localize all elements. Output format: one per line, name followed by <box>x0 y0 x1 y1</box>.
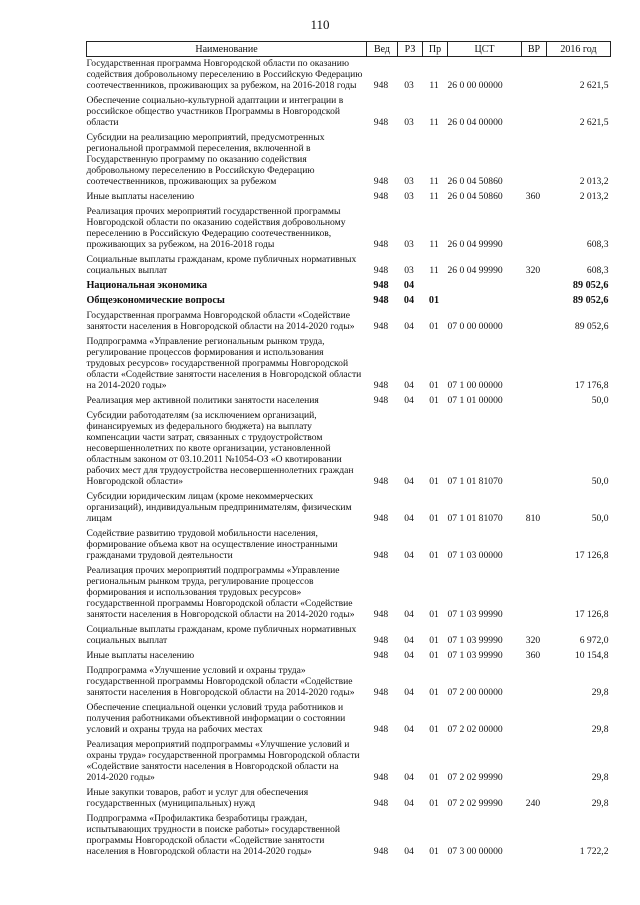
table-row <box>87 701 611 738</box>
row-pr: 01 <box>429 321 439 332</box>
row-vr <box>522 205 547 253</box>
row-name: Иные выплаты населению <box>86 191 195 202</box>
row-vr <box>522 409 547 490</box>
row-ved: 948 <box>373 117 389 128</box>
row-ved: 948 <box>373 635 389 646</box>
row-ved: 948 <box>373 380 389 391</box>
row-cst: 07 1 00 00000 <box>447 380 503 391</box>
row-pr: 11 <box>429 80 439 91</box>
row-rz: 04 <box>404 609 414 620</box>
row-name: Субсидии юридическим лицам (кроме некоммерческих организаций), индивидуальным предпринимателям, физическим лицам <box>86 491 352 524</box>
row-name: Субсидии работодателям (за исключением организаций, финансируемых из федерального бюджета) на выплату компенсации части затрат, связанных с трудоустройством несовершеннолетних по квоте организации, установленной областным законом от 03.10.2011 №1054-ОЗ «О квотировании рабочих мест для трудоустройства несовершеннолетних граждан Новгородской области» <box>86 410 354 487</box>
row-rz: 04 <box>404 395 414 406</box>
row-cst: 07 2 02 99990 <box>447 798 503 809</box>
row-name: Подпрограмма «Управление региональным рынком труда, регулирование процессов формирования и использования трудовых ресурсов» государственной программы Новгородской области «Содействие занятости населения в Новгородской области на 2014-2020 годы» <box>86 336 362 391</box>
row-value: 2 621,5 <box>579 80 609 91</box>
row-value: 89 052,6 <box>574 321 609 332</box>
row-rz: 03 <box>404 80 414 91</box>
row-rz: 04 <box>404 798 414 809</box>
row-rz: 04 <box>404 550 414 561</box>
row-name: Национальная экономика <box>86 280 208 291</box>
row-ved: 948 <box>373 609 389 620</box>
table-row <box>87 335 611 394</box>
row-ved: 948 <box>373 513 389 524</box>
row-cst: 07 1 01 81070 <box>447 476 503 487</box>
table-row <box>87 664 611 701</box>
row-ved: 948 <box>373 798 389 809</box>
row-name: Обеспечение социально-культурной адаптации и интеграции в российское общество участников Программы в Новгородской области <box>86 95 344 128</box>
row-pr: 01 <box>429 846 439 857</box>
row-name: Иные закупки товаров, работ и услуг для обеспечения государственных (муниципальных) нужд <box>86 787 309 809</box>
row-rz: 04 <box>403 280 415 291</box>
row-pr: 11 <box>429 117 439 128</box>
row-rz: 04 <box>404 846 414 857</box>
row-name: Социальные выплаты гражданам, кроме публичных нормативных социальных выплат <box>86 254 357 276</box>
row-value: 2 013,2 <box>579 191 609 202</box>
table-row <box>87 253 611 279</box>
row-vr <box>522 294 547 309</box>
row-pr: 11 <box>429 176 439 187</box>
row-cst: 07 3 00 00000 <box>447 846 503 857</box>
row-rz: 04 <box>403 295 415 306</box>
budget-table <box>86 41 611 860</box>
row-rz: 04 <box>404 321 414 332</box>
row-value: 50,0 <box>591 395 609 406</box>
row-vr: 320 <box>525 265 541 276</box>
row-rz: 04 <box>404 635 414 646</box>
row-vr <box>522 527 547 564</box>
row-ved: 948 <box>373 80 389 91</box>
header-name: Наименование <box>87 42 367 57</box>
row-name: Общеэкономические вопросы <box>86 295 225 306</box>
row-name: Обеспечение специальной оценки условий труда работников и получения работниками объективной информации о состоянии условий и охраны труда на рабочих местах <box>86 702 346 735</box>
header-year: 2016 год <box>547 42 611 57</box>
row-rz: 03 <box>404 191 414 202</box>
row-value: 2 621,5 <box>579 117 609 128</box>
row-cst: 26 0 04 99990 <box>447 265 503 276</box>
row-pr: 01 <box>429 635 439 646</box>
row-vr <box>522 279 547 294</box>
row-rz: 04 <box>404 772 414 783</box>
row-ved: 948 <box>373 687 389 698</box>
row-pr: 01 <box>429 476 439 487</box>
row-cst: 07 1 01 00000 <box>447 395 503 406</box>
row-name: Подпрограмма «Профилактика безработицы граждан, испытывающих трудности в поиске работы» государственной программы Новгородской области «Содействие занятости населения в Новгородской области на 2014-2020 годы» <box>86 813 341 857</box>
row-value: 2 013,2 <box>579 176 609 187</box>
row-value: 29,8 <box>591 687 609 698</box>
table-row <box>87 409 611 490</box>
row-cst: 07 1 03 00000 <box>447 550 503 561</box>
row-pr <box>423 279 448 294</box>
row-ved: 948 <box>373 550 389 561</box>
row-cst <box>448 294 522 309</box>
row-value: 608,3 <box>586 239 609 250</box>
row-vr: 360 <box>525 650 541 661</box>
row-rz: 04 <box>404 380 414 391</box>
row-value: 17 176,8 <box>574 380 609 391</box>
row-cst: 07 1 03 99990 <box>447 650 503 661</box>
row-cst: 26 0 04 00000 <box>447 117 503 128</box>
header-cst: ЦСТ <box>448 42 522 57</box>
row-value: 29,8 <box>591 724 609 735</box>
row-vr <box>522 812 547 860</box>
row-value: 608,3 <box>586 265 609 276</box>
row-rz: 03 <box>404 117 414 128</box>
row-rz: 04 <box>404 650 414 661</box>
row-pr: 01 <box>429 724 439 735</box>
row-pr: 11 <box>429 265 439 276</box>
row-ved: 948 <box>373 724 389 735</box>
row-rz: 04 <box>404 724 414 735</box>
row-value: 6 972,0 <box>579 635 609 646</box>
row-pr: 01 <box>429 550 439 561</box>
row-vr <box>522 564 547 623</box>
row-name: Реализация мероприятий подпрограммы «Улучшение условий и охраны труда» государственной программы Новгородской области «Содействие занятости населения в Новгородской области на 2014-2020 годы» <box>86 739 360 783</box>
row-pr: 01 <box>429 609 439 620</box>
row-ved: 948 <box>373 772 389 783</box>
row-cst: 07 2 00 00000 <box>447 687 503 698</box>
row-vr <box>522 738 547 786</box>
row-rz: 03 <box>404 265 414 276</box>
row-ved: 948 <box>373 191 389 202</box>
row-vr <box>522 701 547 738</box>
row-value: 29,8 <box>591 772 609 783</box>
row-name: Государственная программа Новгородской области по оказанию содействия добровольному переселению в Российскую Федерацию соотечественников, проживающих за рубежом, на 2016-2018 годы <box>86 58 363 91</box>
row-vr: 240 <box>525 798 541 809</box>
table-body <box>87 57 611 861</box>
table-row <box>87 812 611 860</box>
row-ved: 948 <box>373 176 389 187</box>
row-ved: 948 <box>373 650 389 661</box>
row-vr <box>522 131 547 190</box>
row-value: 1 722,2 <box>579 846 609 857</box>
row-pr: 01 <box>429 650 439 661</box>
row-vr <box>522 394 547 409</box>
row-ved: 948 <box>373 280 389 291</box>
row-ved: 948 <box>373 239 389 250</box>
row-rz: 04 <box>404 476 414 487</box>
row-name: Субсидии на реализацию мероприятий, предусмотренных региональной программой переселения, включенной в Государственную программу по оказанию содействия добровольному переселению в Российскую Федерацию соотечественников, проживающих за рубежом <box>86 132 325 187</box>
table-row <box>87 205 611 253</box>
row-name: Содействие развитию трудовой мобильности населения, формирование объема квот на осуществление иностранными гражданами трудовой деятельности <box>86 528 338 561</box>
header-pr: Пр <box>423 42 448 57</box>
row-value: 17 126,8 <box>574 609 609 620</box>
row-cst: 07 2 02 00000 <box>447 724 503 735</box>
row-name: Подпрограмма «Улучшение условий и охраны труда» государственной программы Новгородской области «Содействие занятости населения в Новгородской области на 2014-2020 годы» <box>86 665 355 698</box>
row-vr <box>522 94 547 131</box>
row-pr: 01 <box>429 395 439 406</box>
row-name: Иные выплаты населению <box>86 650 195 661</box>
table-row <box>87 190 611 205</box>
row-cst: 07 1 03 99990 <box>447 635 503 646</box>
row-pr: 01 <box>429 687 439 698</box>
row-value: 10 154,8 <box>574 650 609 661</box>
row-vr <box>522 335 547 394</box>
table-row <box>87 527 611 564</box>
page-number: 110 <box>310 17 330 32</box>
table-row <box>87 131 611 190</box>
row-cst: 07 1 01 81070 <box>447 513 503 524</box>
table-row <box>87 57 611 95</box>
table-row <box>87 564 611 623</box>
row-value: 89 052,6 <box>572 280 609 291</box>
row-pr: 01 <box>429 513 439 524</box>
row-rz: 04 <box>404 513 414 524</box>
row-name: Реализация прочих мероприятий государственной программы Новгородской области по оказанию содействия добровольному переселению в Российскую Федерацию соотечественников, проживающих за рубежом, на 2016-2018 годы <box>86 206 346 250</box>
row-rz: 04 <box>404 687 414 698</box>
row-ved: 948 <box>373 265 389 276</box>
row-vr: 810 <box>525 513 541 524</box>
table-row <box>87 738 611 786</box>
table-row <box>87 309 611 335</box>
table-row <box>87 279 611 294</box>
row-ved: 948 <box>373 846 389 857</box>
table-row <box>87 394 611 409</box>
row-name: Социальные выплаты гражданам, кроме публичных нормативных социальных выплат <box>86 624 357 646</box>
row-rz: 03 <box>404 239 414 250</box>
table-row <box>87 94 611 131</box>
table-row <box>87 490 611 527</box>
row-name: Реализация прочих мероприятий подпрограммы «Управление региональным рынком труда, регулирование процессов формирования и использования трудовых ресурсов» государственной программы Новгородской области «Содействие занятости населения в Новгородской области на 2014-2020 годы» <box>86 565 355 620</box>
row-name: Реализация мер активной политики занятости населения <box>86 395 319 406</box>
row-value: 29,8 <box>591 798 609 809</box>
row-value: 89 052,6 <box>572 295 609 306</box>
table-row <box>87 649 611 664</box>
row-vr <box>522 57 547 95</box>
row-value: 17 126,8 <box>574 550 609 561</box>
row-vr <box>522 309 547 335</box>
row-ved: 948 <box>373 476 389 487</box>
table-row <box>87 294 611 309</box>
row-cst: 26 0 00 00000 <box>447 80 503 91</box>
row-pr: 11 <box>429 239 439 250</box>
header-ved: Вед <box>367 42 398 57</box>
row-cst <box>448 279 522 294</box>
row-value: 50,0 <box>591 513 609 524</box>
row-pr: 01 <box>429 798 439 809</box>
row-cst: 07 2 02 99990 <box>447 772 503 783</box>
row-ved: 948 <box>373 321 389 332</box>
table-row <box>87 623 611 649</box>
table-header-row <box>87 42 611 57</box>
row-cst: 07 0 00 00000 <box>447 321 503 332</box>
row-cst: 26 0 04 50860 <box>447 176 503 187</box>
row-ved: 948 <box>373 295 389 306</box>
row-pr: 01 <box>429 772 439 783</box>
row-rz: 03 <box>404 176 414 187</box>
row-cst: 26 0 04 99990 <box>447 239 503 250</box>
header-vr: ВР <box>522 42 547 57</box>
table-row <box>87 786 611 812</box>
row-name: Государственная программа Новгородской области «Содействие занятости населения в Новгородской области на 2014-2020 годы» <box>86 310 355 332</box>
row-ved: 948 <box>373 395 389 406</box>
row-vr: 320 <box>525 635 541 646</box>
row-value: 50,0 <box>591 476 609 487</box>
row-vr <box>522 664 547 701</box>
row-cst: 26 0 04 50860 <box>447 191 503 202</box>
row-pr: 01 <box>429 380 439 391</box>
row-cst: 07 1 03 99990 <box>447 609 503 620</box>
row-vr: 360 <box>525 191 541 202</box>
header-rz: РЗ <box>398 42 423 57</box>
row-pr: 01 <box>428 295 440 306</box>
row-pr: 11 <box>429 191 439 202</box>
